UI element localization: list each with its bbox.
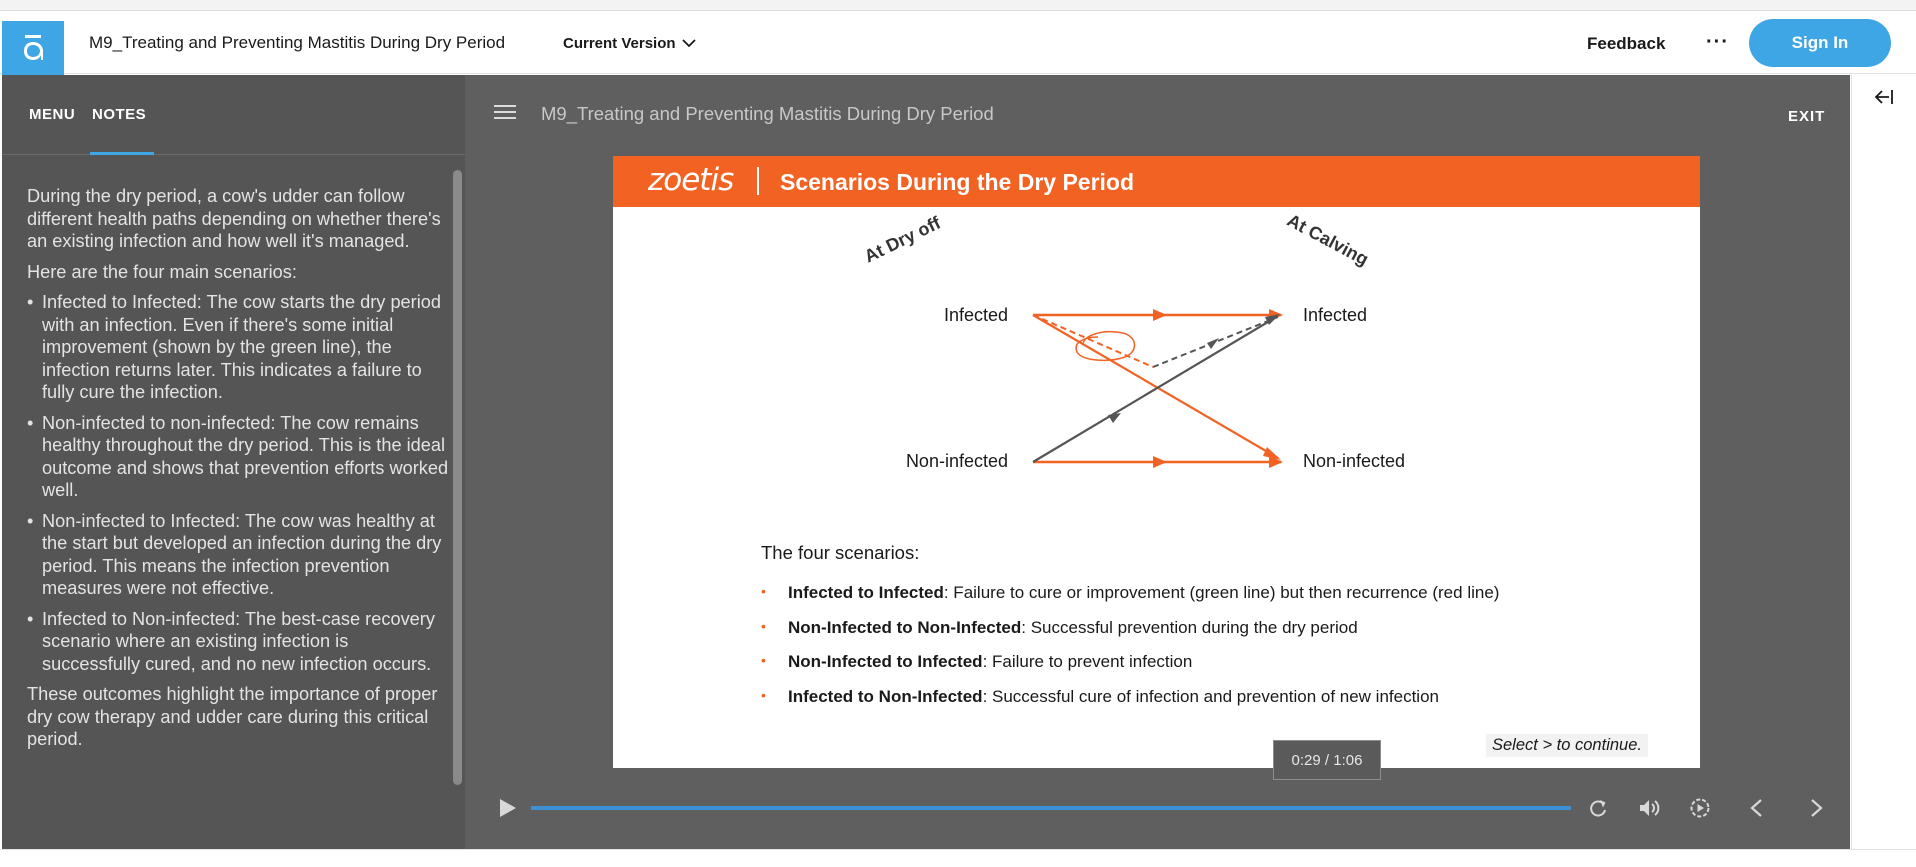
player-title: M9_Treating and Preventing Mastitis During Dry Period [541, 103, 994, 124]
time-tooltip: 0:29 / 1:06 [1273, 740, 1381, 780]
continue-hint: Select > to continue. [1486, 734, 1648, 757]
list-item [761, 687, 1661, 722]
notes-outro: These outcomes highlight the importance of proper dry cow therapy and udder care during this critical period. [27, 684, 438, 749]
scenario-desc: : Failure to cure or improvement (green line) but then recurrence (red line) [943, 583, 1500, 602]
notes-tabs [2, 75, 465, 155]
notes-content [27, 185, 449, 823]
notes-scrollbar[interactable] [453, 170, 462, 785]
active-tab-indicator [90, 152, 154, 155]
tab-menu[interactable]: MENU [29, 106, 76, 123]
right-rail [1851, 75, 1916, 849]
path-improvement-recurrence [1033, 314, 1280, 367]
feedback-button[interactable]: Feedback [1587, 34, 1666, 53]
slide-player [465, 75, 1850, 849]
right-heading: At Calving [1283, 209, 1372, 270]
notes-lead: Here are the four main scenarios: [27, 261, 297, 282]
hamburger-menu-icon[interactable] [494, 105, 516, 121]
abstract-a-logo-icon [22, 34, 44, 62]
chevron-left-icon[interactable] [1749, 798, 1763, 818]
playback-settings-icon[interactable] [1689, 797, 1711, 819]
browser-bookmarks-strip [0, 0, 1916, 11]
list-item: • Non-infected to non-infected: The cow remains healthy throughout the dry period. This is the ideal outcome and shows that prevention efforts worked well. [27, 412, 449, 502]
zoetis-logo: zoetis [648, 162, 734, 198]
path-noninfected-to-infected [1033, 319, 1273, 462]
replay-icon[interactable] [1588, 798, 1608, 818]
list-item: • Infected to Non-infected: The best-case recovery scenario where an existing infection is successfully cured, and no new infection occurs. [27, 608, 449, 676]
slide-header [613, 156, 1700, 207]
notes-list [27, 291, 449, 675]
app-header [0, 11, 1916, 74]
collapse-panel-icon[interactable] [1874, 89, 1894, 105]
left-top-label: Infected [943, 305, 1008, 325]
progress-bar[interactable] [531, 806, 1571, 810]
left-heading: At Dry off [861, 212, 944, 267]
scenario-diagram [613, 207, 1700, 497]
scenario-name: Non-Infected to Non-Infected [788, 617, 1022, 637]
version-dropdown[interactable] [563, 35, 696, 52]
scenario-name: Infected to Infected [788, 583, 944, 602]
notes-intro: During the dry period, a cow's udder can follow different health paths depending on whether there's an existing infection and how well it's managed. [27, 186, 441, 251]
list-item [761, 618, 1661, 653]
exit-button[interactable]: EXIT [1788, 108, 1826, 125]
chevron-right-icon[interactable] [1810, 798, 1824, 818]
progress-fill [531, 806, 1571, 810]
scenario-desc: : Successful cure of infection and prevention of new infection [982, 686, 1439, 706]
sign-in-button[interactable]: Sign In [1749, 19, 1891, 67]
more-options-icon[interactable]: ··· [1706, 31, 1729, 53]
list-item [761, 583, 1661, 618]
notes-panel [2, 75, 465, 849]
right-top-label: Infected [1303, 305, 1368, 325]
scenario-desc: : Successful prevention during the dry period [1021, 617, 1358, 637]
scenarios-list [761, 583, 1661, 721]
path-noninfected-to-noninfected [1033, 456, 1283, 468]
list-item [761, 652, 1661, 687]
scenario-name: Infected to Non-Infected [788, 686, 983, 706]
list-item: • Infected to Infected: The cow starts the dry period with an infection. Even if there's some initial improvement (shown by the green line), the infection returns later. This indicates a failure to fully cure the infection. [27, 291, 449, 404]
scenarios-title: The four scenarios: [761, 542, 920, 563]
slide [613, 156, 1700, 768]
play-icon[interactable] [499, 798, 517, 818]
logo[interactable] [2, 21, 64, 75]
list-item: • Non-infected to Infected: The cow was healthy at the start but developed an infection during the dry period. This means the infection prevention measures were not effective. [27, 510, 449, 600]
right-bottom-label: Non-infected [1303, 451, 1406, 471]
footer [0, 849, 1916, 867]
scenario-name: Non-Infected to Infected [788, 652, 983, 671]
tab-notes[interactable]: NOTES [92, 106, 147, 123]
course-title: M9_Treating and Preventing Mastitis During Dry Period [89, 33, 506, 52]
left-bottom-label: Non-infected [905, 451, 1008, 471]
version-label: Current Version [563, 35, 676, 52]
chevron-down-icon [682, 39, 696, 48]
path-infected-to-infected [1033, 309, 1283, 321]
volume-icon[interactable] [1639, 798, 1661, 818]
scenario-desc: : Failure to prevent infection [982, 652, 1193, 671]
header-divider [757, 167, 759, 195]
slide-title: Scenarios During the Dry Period [780, 169, 1135, 195]
